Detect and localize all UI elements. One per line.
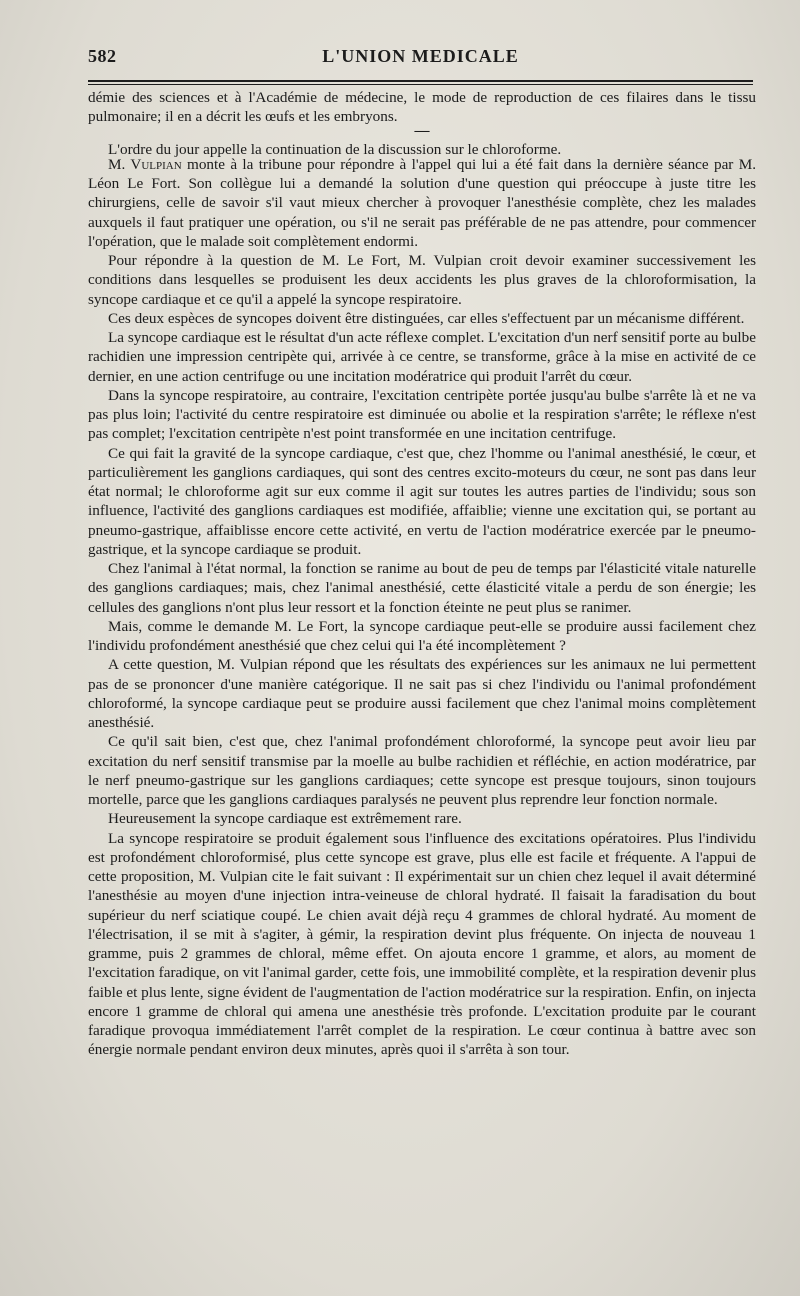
paragraph-vulpian-intro-text: monte à la tribune pour répondre à l'appel qui lui a été fait dans la dernière séance par M. Léon Le Fort. Son collègue lui a demandé la solution d'une question qui préoccupe à juste titre les chirurgiens, celle de savoir s'il vaut mieux chercher à provoquer l'anesthésie complète, chez les malades auxquels il faut pratiquer une opération, ou s'il ne serait pas préférable de ne pas attendre, pour commencer l'opération, que le malade soit complètement endormi. [88,155,757,250]
paragraph-respiratory-syncope: Dans la syncope respiratoire, au contraire, l'excitation centripète portée jusqu'au bulbe s'arrête là et ne va pas plus loin; l'activité du centre respiratoire est diminuée ou abolie et la respiration s'arrête; le réflexe n'est pas complet; l'excitation centripète n'est point transformée en une incitation centrifuge. [88,386,756,443]
paragraph-order-of-day: L'ordre du jour appelle la continuation de la discussion sur le chloroforme. [108,140,562,158]
page-number: 582 [88,46,117,66]
running-title: L'UNION MEDICALE [322,46,519,66]
section-separator: — [414,122,430,139]
page-header [88,46,753,76]
paragraph-gravity: Ce qui fait la gravité de la syncope cardiaque, c'est que, chez l'homme ou l'animal anesthésié, le cœur, et particulièrement les ganglions cardiaques, qui sont des centres excito-moteurs du cœur, ne sont pas dans leur état normal; le chloroforme agit sur eux comme il agit sur toutes les autres parties de l'individu; sous son influence, l'activité des ganglions cardiaques est modifiée, affaiblie; vienne une excitation qui, se portant au pneumo-gastrique, affaiblisse encore cette activité, en vertu de l'action modératrice exercée par le pneumo-gastrique, et la syncope cardiaque se produit. [88,444,756,558]
paragraph-cardiac-syncope: La syncope cardiaque est le résultat d'un acte réflexe complet. L'excitation d'un nerf sensitif porte au bulbe rachidien une impression centripète qui, arrivée à ce centre, se transforme, grâce à la mise en activité de ce dernier, en une action centrifuge ou une incitation modératrice qui produit l'arrêt du cœur. [88,329,756,385]
paragraph-le-fort-question: Mais, comme le demande M. Le Fort, la syncope cardiaque peut-elle se produire aussi facilement chez l'individu profondément anesthésié que chez celui qui l'a été incomplètement ? [88,617,756,654]
header-rule [88,80,753,85]
speaker-name: M. Vulpian [108,155,182,173]
paragraph-what-he-knows: Ce qu'il sait bien, c'est que, chez l'animal profondément chloroformé, la syncope peut avoir lieu par excitation du nerf sensitif transmise par la moelle au bulbe rachidien et réfléchie, en action modératrice, par le nerf pneumo-gastrique sur les ganglions cardiaques; cette syncope est presque toujours, sinon toujours mortelle, parce que les ganglions cardiaques paralysés ne peuvent plus reprendre leur fonction normale. [88,733,756,808]
paragraph-respond-question: Pour répondre à la question de M. Le Fort, M. Vulpian croit devoir examiner successivement les conditions dans lesquelles se produisent les deux accidents les plus graves de la chloroformisation, la syncope cardiaque et ce qu'il a appelé la syncope respiratoire. [88,252,756,308]
paragraph-vulpian-answer: A cette question, M. Vulpian répond que les résultats des expériences sur les animaux ne lui permettent pas de se prononcer d'une manière catégorique. Il ne sait pas si chez l'individu ou l'animal profondément chloroformé, la syncope cardiaque peut se produire aussi facilement que chez l'animal moins complètement anesthésié. [88,656,756,731]
article-body [88,88,756,1060]
paragraph-normal-animal: Chez l'animal à l'état normal, la fonction se ranime au bout de peu de temps par l'élasticité vitale naturelle des ganglions cardiaques; mais, chez l'animal anesthésié, cette élasticité vitale a perdu de son énergie; les cellules des ganglions n'ont plus leur ressort et la fonction éteinte ne peut plus se ranimer. [88,560,756,616]
paragraph-experiment: La syncope respiratoire se produit également sous l'influence des excitations opératoires. Plus l'individu est profondément chloroformisé, plus cette syncope est grave, plus elle est facile et fréquente. A l'appui de cette proposition, M. Vulpian cite le fait suivant : Il expérimentait sur un chien chez lequel il avait déterminé l'anesthésie au moyen d'une injection intra-veineuse de chloral hydraté. Il faisait la faradisation du bout supérieur du nerf sciatique coupé. Le chien avait déjà reçu 4 grammes de chloral hydraté. Au moment de l'électrisation, il se mit à s'agiter, à gémir, la respiration devint plus fréquente. On injecta de nouveau 1 gramme, puis 2 grammes de chloral, même effet. On ajouta encore 1 gramme, et alors, au moment de l'excitation faradique, on vit l'animal garder, cette fois, une immobilité complète, et la respiration devenir plus faible et plus lente, signe évident de l'augmentation de l'action modératrice sur la respiration. Enfin, on injecta encore 1 gramme de chloral qui amena une anesthésie très profonde. L'excitation produite par le courant faradique provoqua immédiatement l'arrêt complet de la respiration. Le cœur continua à battre avec son énergie normale pendant environ deux minutes, après quoi il s'arrêta à son tour. [88,829,757,1059]
paragraph-vulpian-intro [88,155,756,251]
paragraph-continuation: démie des sciences et à l'Académie de médecine, le mode de reproduction de ces filaires dans le tissu pulmonaire; il en a décrit les œufs et les embryons. [88,89,756,126]
paragraph-two-syncopes: Ces deux espèces de syncopes doivent être distinguées, car elles s'effectuent par un mécanisme différent. [108,309,745,327]
paragraph-rare: Heureusement la syncope cardiaque est extrêmement rare. [108,810,462,828]
